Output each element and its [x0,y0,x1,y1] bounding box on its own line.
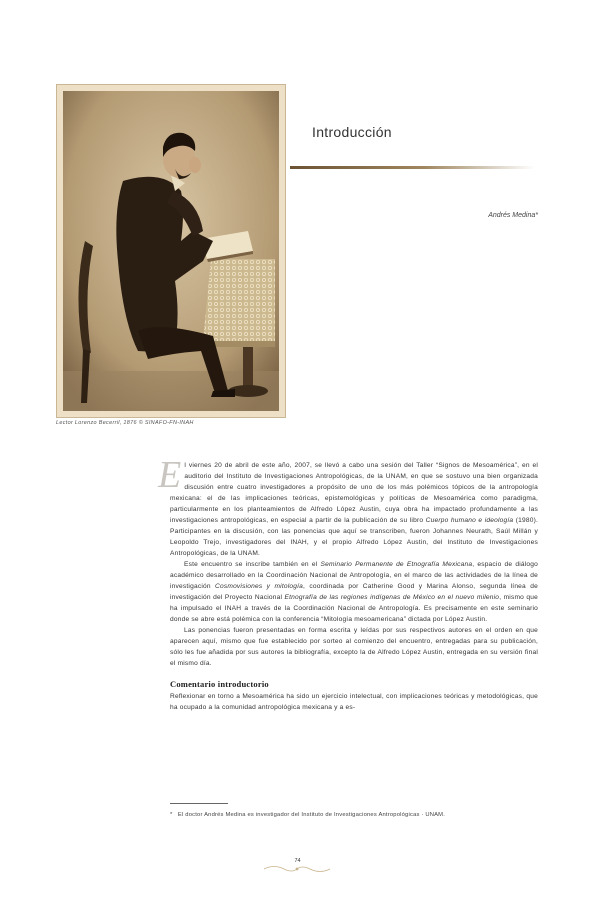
photo-frame [56,84,286,418]
author-name: Andrés Medina* [488,212,538,219]
historic-photograph [63,91,279,411]
project-name: Etnografía de las regiones indígenas de México en el nuevo milenio [284,594,500,601]
paragraph-1-text-b: (1980). Participantes en la discusión, con las ponencias que aquí se transcriben, fueron Johannes Neurath, Saúl Millán y Leopoldo Trejo, investigadores del INAH, y el propio Alfredo López Austin, del Instituto de Investigaciones Antropológicas, de la UNAM. [170,517,538,557]
footnote-rule [170,803,228,804]
paragraph-2-text-c: , coordinada por Catherine Good y Marina Alonso, segunda línea de investigación del Proyecto Nacional [170,583,538,601]
paragraph-1 [158,454,538,559]
paragraph-1-text-a: l viernes 20 de abril de este año, 2007, se llevó a cabo una sesión del Taller “Signos de Mesoamérica”, en el auditorio del Instituto de Investigaciones Antropológicas, de la UNAM, en que se sostuvo una bien organizada discusión entre cuatro investigadores a propósito de uno de los más polémicos tópicos de la antropología mexicana: el de las implicaciones teóricas, epistemológicas y políticas de Mesoamérica como paradigma, particularmente en los planteamientos de Alfredo López Austin, cuya obra ha impactado profundamente a las investigaciones antropológicas, en especial a partir de la publicación de su libro [170,462,538,524]
footnote-mark: * [170,812,173,818]
caption-copyright: © SINAFO-FN-INAH [138,420,194,426]
seminar-name: Seminario Permanente de Etnografía Mexicana [320,561,473,568]
section-heading: Comentario introductorio [170,679,269,689]
paragraph-2-text-b: , espacio de diálogo académico desarrollado en la Coordinación Nacional de Antropología, en el marco de las actividades de la línea de investigación [170,561,539,590]
photo-caption [56,420,296,426]
footnote-text: El doctor Andrés Medina es investigador del Instituto de Investigaciones Antropológicas · UNAM. [177,812,446,818]
paragraph-2 [170,559,538,625]
caption-title: Lector [56,420,74,426]
paragraph-2-text-a: Este encuentro se inscribe también en el [184,561,321,568]
research-line-name: Cosmovisiones y mitología [215,583,304,590]
article-body [158,454,539,713]
drop-cap: E [158,454,182,496]
paragraph-3: Las ponencias fueron presentadas en forma escrita y leídas por sus respectivos autores en el orden en que aparecen aquí, mismo que fue establecido por sorteo al comienzo del encuentro, entregadas para su publicación, sólo les fue añadida por sus autores la bibliografía, excepto la de Alfredo López Austin, entregada en su versión final el mismo día. [170,627,538,667]
footnote [170,812,445,818]
paragraph-4: Reflexionar en torno a Mesoamérica ha sido un ejercicio intelectual, con implicaciones teóricas y metodológicas, que ha ocupado a la comunidad antropológica mexicana y a es- [170,693,538,711]
title-rule [290,166,535,169]
caption-credit: Lorenzo Becerril, 1876 [74,420,137,426]
paragraph-2-text-d: , mismo que ha impulsado el INAH a través de la Coordinación Nacional de Antropología. Es precisamente en este seminario donde se abre está polémica con la conferencia “Mitología mesoamericana” dictada por López Austin. [170,594,539,623]
photograph-image [63,91,279,411]
ornament-flourish-icon [262,864,332,874]
page-number: 74 [294,858,301,864]
page-title: Introducción [312,124,392,140]
book-title: Cuerpo humano e ideología [425,517,514,524]
